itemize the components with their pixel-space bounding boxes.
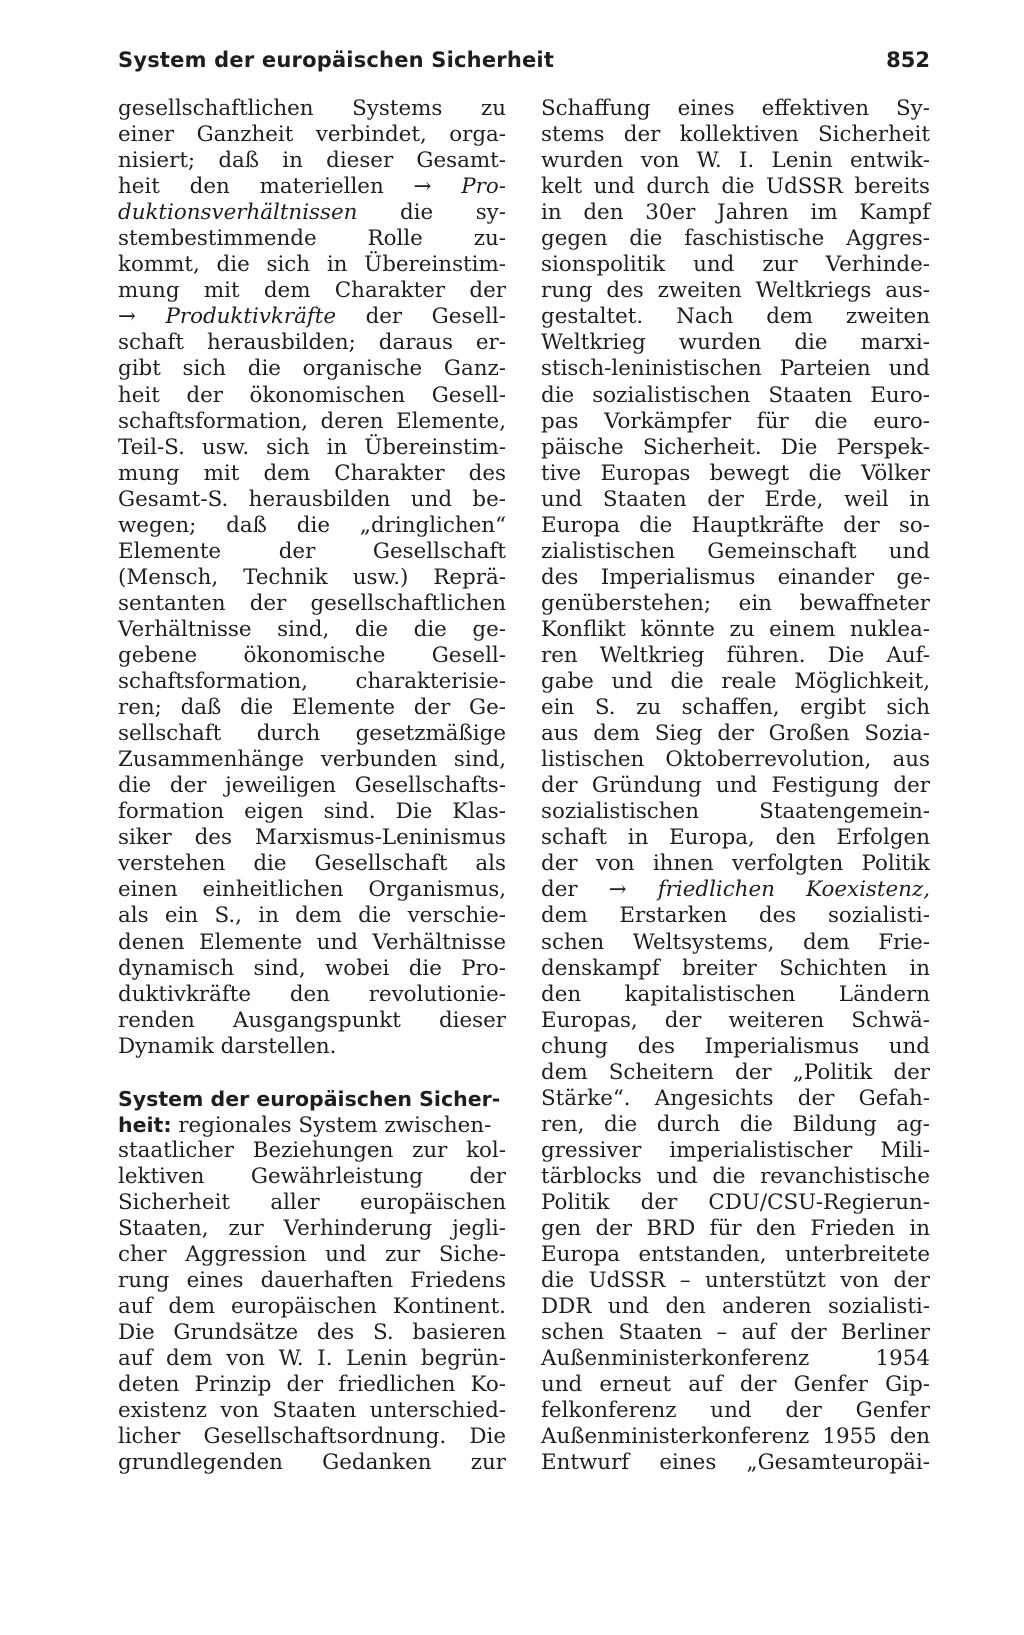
text-line: die UdSSR – unterstützt von der (541, 1268, 930, 1294)
right-column (541, 96, 930, 1476)
text-line: der Gründung und Festigung der (541, 773, 930, 799)
text-line: verstehen die Gesellschaft als (118, 851, 506, 877)
text-line: Weltkrieg wurden die marxi- (541, 330, 930, 356)
paragraph-gap (118, 1060, 506, 1086)
text-line: dem Erstarken des sozialisti- (541, 903, 930, 929)
text-line: einer Ganzheit verbindet, orga- (118, 122, 506, 148)
text-line: und erneut auf der Genfer Gip- (541, 1372, 930, 1398)
text-line: Außenministerkonferenz 1955 den (541, 1424, 930, 1450)
text-line: die der jeweiligen Gesellschafts- (118, 773, 506, 799)
text-line: gabe und die reale Möglichkeit, (541, 669, 930, 695)
text-line: Europas, der weiteren Schwä- (541, 1007, 930, 1033)
text-line: genüberstehen; ein bewaffneter (541, 590, 930, 616)
text-line: heit den materiellen → Pro- (118, 174, 506, 200)
text-line: schaftsformation, deren Elemente, (118, 408, 506, 434)
text-line: formation eigen sind. Die Klas- (118, 799, 506, 825)
text-line: staatlicher Beziehungen zur kol- (118, 1137, 506, 1163)
paragraph-continuation (118, 96, 506, 1060)
running-head (118, 44, 930, 84)
left-column (118, 96, 506, 1476)
text-line: ren; daß die Elemente der Ge- (118, 695, 506, 721)
text-line: stembestimmende Rolle zu- (118, 226, 506, 252)
text-line: Die Grundsätze des S. basieren (118, 1320, 506, 1346)
entry-body (118, 1138, 506, 1477)
text-line: sentanten der gesellschaftlichen (118, 590, 506, 616)
page-number: 852 (886, 48, 930, 72)
text-line: nisiert; daß in dieser Gesamt- (118, 148, 506, 174)
text-line: sozialistischen Staatengemein- (541, 799, 930, 825)
text-line: und Staaten der Erde, weil in (541, 486, 930, 512)
text-line: zialistischen Gemeinschaft und (541, 538, 930, 564)
text-line: chung des Imperialismus und (541, 1033, 930, 1059)
text-line: rung eines dauerhaften Friedens (118, 1268, 506, 1294)
text-line: schaft in Europa, den Erfolgen (541, 825, 930, 851)
text-line: duktivkräfte den revolutionie- (118, 981, 506, 1007)
text-line: gegen die faschistische Aggres- (541, 226, 930, 252)
text-line: Außenministerkonferenz 1954 (541, 1346, 930, 1372)
text-line: stisch-leninistischen Parteien und (541, 356, 930, 382)
text-line: Politik der CDU/CSU-Regierun- (541, 1189, 930, 1215)
cross-reference-term: friedlichen Koexistenz, (657, 877, 931, 903)
text-line: grundlegenden Gedanken zur (118, 1450, 506, 1476)
text-line: cher Aggression und zur Siche- (118, 1242, 506, 1268)
text-line: deten Prinzip der friedlichen Ko- (118, 1372, 506, 1398)
text-line: Konflikt könnte zu einem nuklea- (541, 616, 930, 642)
text-line: den kapitalistischen Ländern (541, 981, 930, 1007)
text-line: Zusammenhänge verbunden sind, (118, 747, 506, 773)
text-line: ren, die durch die Bildung ag- (541, 1111, 930, 1137)
text-line: → Produktivkräfte der Gesell- (118, 304, 506, 330)
text-line: heit der ökonomischen Gesell- (118, 382, 506, 408)
text-line: gebene ökonomische Gesell- (118, 642, 506, 668)
text-line: tive Europas bewegt die Völker (541, 460, 930, 486)
text-line: (Mensch, Technik usw.) Reprä- (118, 564, 506, 590)
running-title: System der europäischen Sicherheit (118, 48, 555, 72)
text-line: aus dem Sieg der Großen Sozia- (541, 721, 930, 747)
text-line: duktionsverhältnissen die sy- (118, 200, 506, 226)
text-line: der → friedlichen Koexistenz, (541, 877, 931, 903)
text-line: gressiver imperialistischer Mili- (541, 1137, 930, 1163)
text-line: dem Scheitern der „Politik der (541, 1059, 930, 1085)
text-line: der von ihnen verfolgten Politik (541, 851, 930, 877)
text-line: DDR und den anderen sozialisti- (541, 1294, 930, 1320)
text-line: Elemente der Gesellschaft (118, 538, 506, 564)
text-line: stems der kollektiven Sicherheit (541, 122, 930, 148)
text-line: wegen; daß die „dringlichen“ (118, 512, 506, 538)
text-line: listischen Oktoberrevolution, aus (541, 747, 930, 773)
text-line: denskampf breiter Schichten in (541, 955, 930, 981)
text-line: die sozialistischen Staaten Euro- (541, 382, 930, 408)
entry-definition-start: regionales System zwischen- (171, 1112, 492, 1138)
text-line: gestaltet. Nach dem zweiten (541, 304, 930, 330)
text-line: dynamisch sind, wobei die Pro- (118, 955, 506, 981)
text-line: Sicherheit aller europäischen (118, 1189, 506, 1215)
text-line: Europa entstanden, unterbreitete (541, 1242, 930, 1268)
text-line: licher Gesellschaftsordnung. Die (118, 1424, 506, 1450)
text-line: Gesamt-S. herausbilden und be- (118, 486, 506, 512)
text-line: schen Staaten – auf der Berliner (541, 1320, 930, 1346)
text-line: ein S. zu schaffen, ergibt sich (541, 695, 930, 721)
entry-headword: System der europäischen Sicher- (118, 1086, 501, 1111)
text-line: ren Weltkrieg führen. Die Auf- (541, 642, 930, 668)
text-line: einen einheitlichen Organismus, (118, 877, 506, 903)
text-line: gen der BRD für den Frieden in (541, 1216, 930, 1242)
text-line: schen Weltsystems, dem Frie- (541, 929, 930, 955)
entry-line (118, 1112, 506, 1138)
entry-body-continued (541, 96, 930, 1476)
text-line: siker des Marxismus-Leninismus (118, 825, 506, 851)
text-line: Entwurf eines „Gesamteuropäi- (541, 1450, 930, 1476)
text-line: Stärke“. Angesichts der Gefah- (541, 1085, 930, 1111)
text-line: Dynamik darstellen. (118, 1033, 337, 1059)
text-line: gesellschaftlichen Systems zu (118, 96, 506, 121)
text-line: mung mit dem Charakter der (118, 278, 506, 304)
text-line: Schaffung eines effektiven Sy- (541, 96, 930, 121)
cross-reference-term: Pro- (461, 174, 506, 200)
text-line: sionspolitik und zur Verhinde- (541, 252, 930, 278)
text-line: gibt sich die organische Ganz- (118, 356, 506, 382)
text-line: mung mit dem Charakter des (118, 460, 506, 486)
cross-reference-term: duktionsverhältnissen (118, 200, 358, 226)
text-line: schaftsformation, charakterisie- (118, 669, 506, 695)
text-line: renden Ausgangspunkt dieser (118, 1007, 506, 1033)
text-line: existenz von Staaten unterschied- (118, 1398, 506, 1424)
text-line: kelt und durch die UdSSR bereits (541, 174, 930, 200)
text-line: felkonferenz und der Genfer (541, 1398, 930, 1424)
text-line: kommt, die sich in Übereinstim- (118, 252, 506, 278)
text-line: rung des zweiten Weltkriegs aus- (541, 278, 930, 304)
text-line: Verhältnisse sind, die die ge- (118, 616, 506, 642)
text-line: päische Sicherheit. Die Perspek- (541, 434, 930, 460)
entry-system-der-europaeischen-sicherheit (118, 1086, 506, 1477)
text-line: Staaten, zur Verhinderung jegli- (118, 1215, 506, 1241)
text-line: Teil-S. usw. sich in Übereinstim- (118, 434, 506, 460)
text-line: auf dem europäischen Kontinent. (118, 1294, 506, 1320)
text-line: sellschaft durch gesetzmäßige (118, 721, 506, 747)
text-line: des Imperialismus einander ge- (541, 564, 930, 590)
cross-reference-term: Produktivkräfte (165, 304, 337, 330)
text-line: denen Elemente und Verhältnisse (118, 929, 506, 955)
entry-line (118, 1086, 506, 1112)
text-line: tärblocks und die revanchistische (541, 1163, 930, 1189)
entry-headword-end: heit: (118, 1112, 172, 1137)
text-line: pas Vorkämpfer für die euro- (541, 408, 930, 434)
text-line: als ein S., in dem die verschie- (118, 903, 506, 929)
text-line: schaft herausbilden; daraus er- (118, 330, 506, 356)
text-line: auf dem von W. I. Lenin begrün- (118, 1346, 506, 1372)
text-line: Europa die Hauptkräfte der so- (541, 512, 930, 538)
text-line: wurden von W. I. Lenin entwik- (541, 148, 930, 174)
text-line: lektiven Gewährleistung der (118, 1163, 506, 1189)
text-line: in den 30er Jahren im Kampf (541, 200, 930, 226)
